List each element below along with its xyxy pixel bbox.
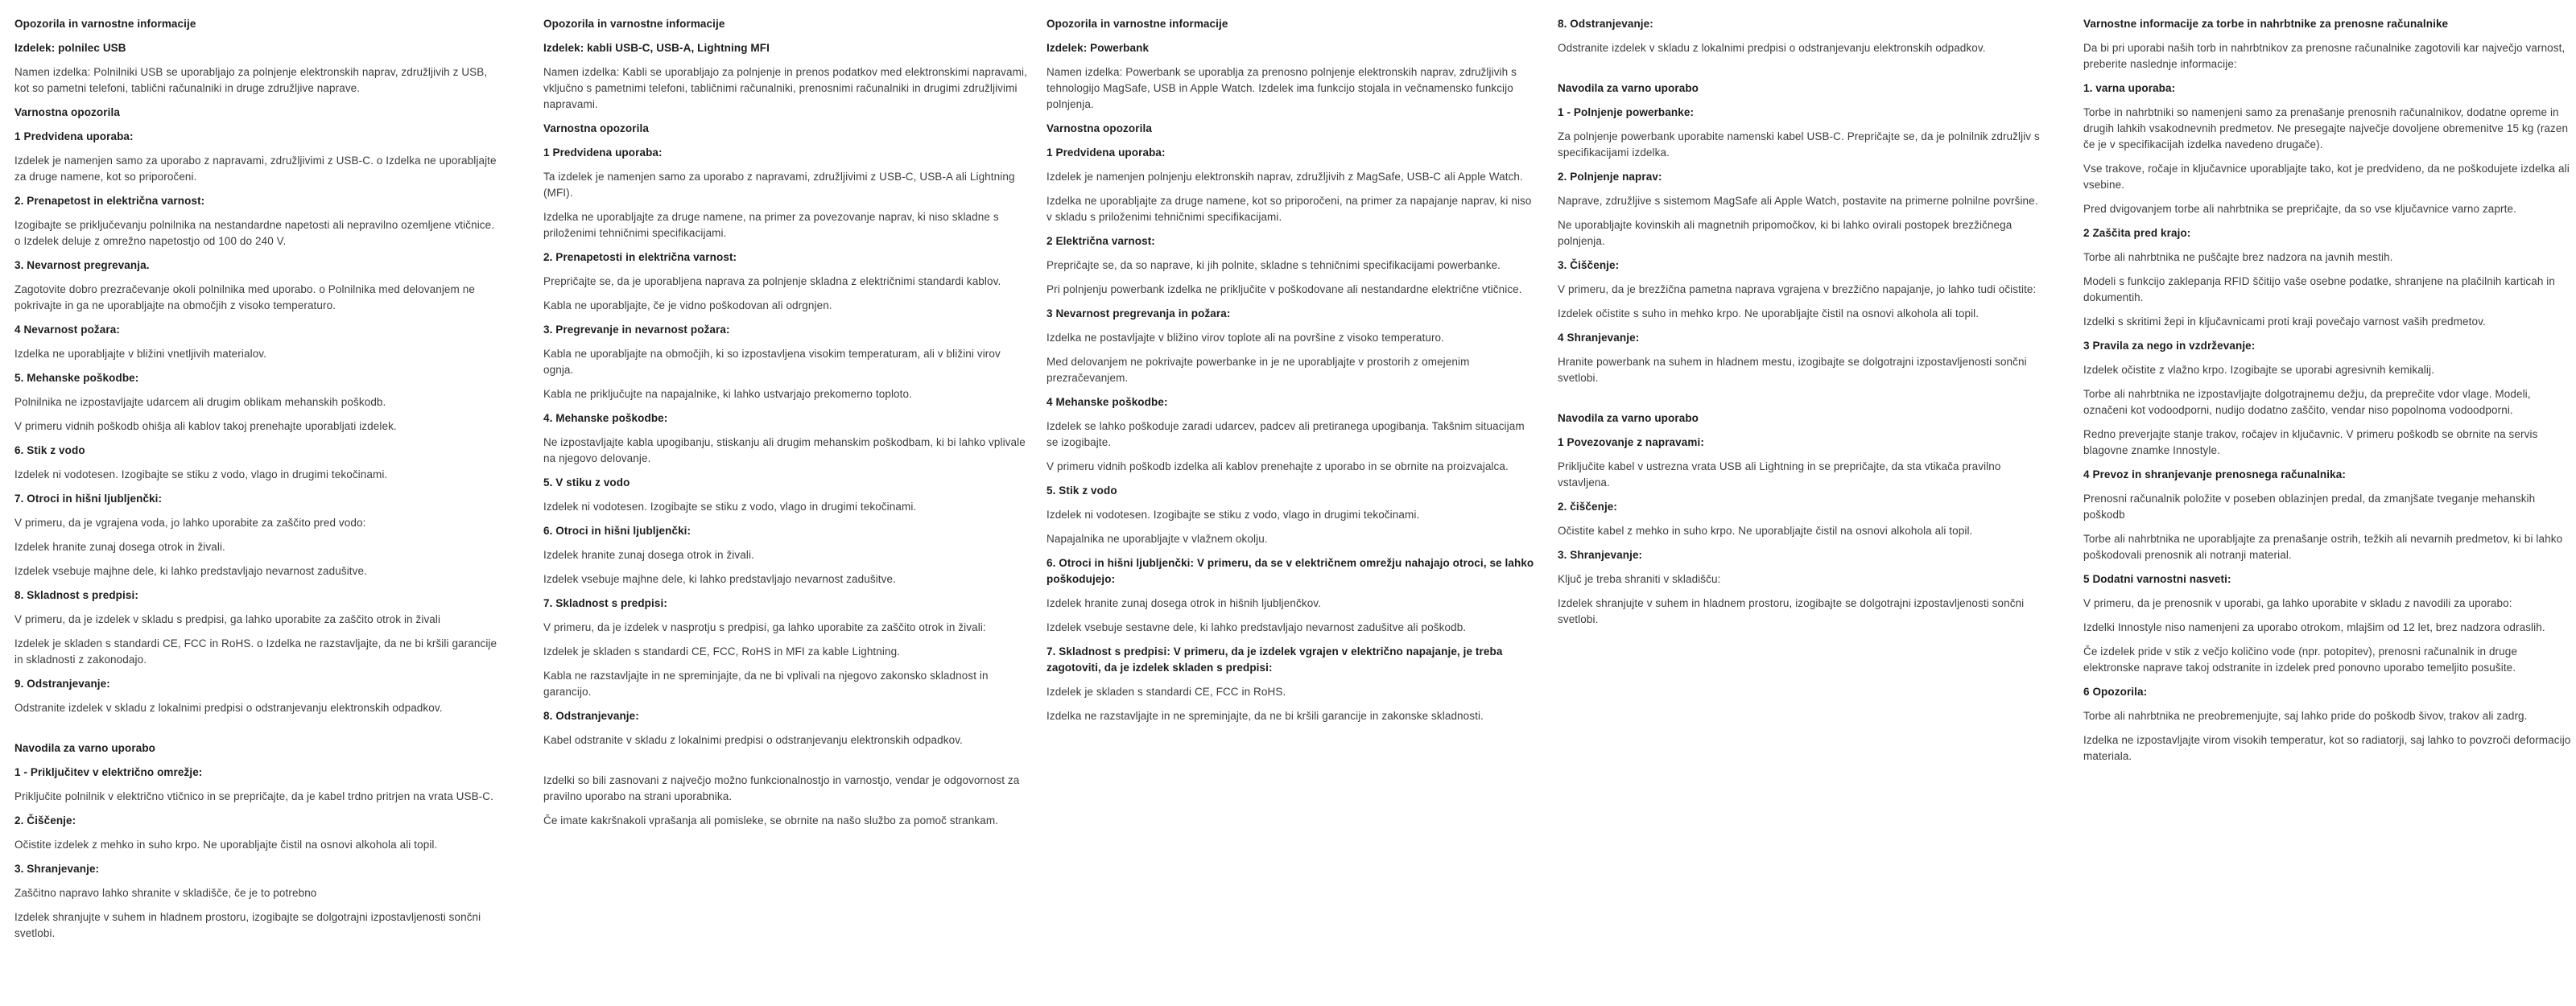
paragraph: Izdelka ne postavljajte v bližino virov toplote ali na površine z visoko temperaturo. [1046, 332, 1444, 344]
paragraph: Izdelek je namenjen polnjenju elektronskih naprav, združljivih z MagSafe, USB-C ali Apple Watch. [1046, 171, 1523, 183]
section-heading: 3. Nevarnost pregrevanja. [14, 259, 150, 271]
paragraph: V primeru vidnih poškodb izdelka ali kablov prenehajte z uporabo in se obrnite na proizvajalca. [1046, 460, 1509, 472]
paragraph: Ne uporabljajte kovinskih ali magnetnih pripomočkov, ki bi lahko ovirali postopek brezžičnega polnjenja. [1558, 219, 2013, 247]
section-heading: Navodila za varno uporabo [14, 742, 156, 754]
column-cables [543, 16, 1031, 837]
section-heading: 8. Odstranjevanje: [543, 710, 639, 722]
paragraph: Namen izdelka: Kabli se uporabljajo za polnjenje in prenos podatkov med elektronskimi napravami, vključno s pametnimi telefoni, tabličnimi računalniki, prenosnimi računalniki in drugimi združljivimi napravami. [543, 66, 1027, 110]
section-heading: 2. Prenapetosti in električna varnost: [543, 251, 737, 263]
paragraph: Izdelki so bili zasnovani z največjo možno funkcionalnostjo in varnostjo, vendar je odgovornost za pravilno uporabo na strani uporabnika. [543, 774, 1020, 802]
section-heading: 3. Pregrevanje in nevarnost požara: [543, 324, 730, 336]
paragraph: Kabla ne razstavljajte in ne spreminjajte, da ne bi vplivali na njegovo zakonsko skladnost in garancijo. [543, 670, 989, 698]
paragraph: Polnilnika ne izpostavljajte udarcem ali drugim oblikam mehanskih poškodb. [14, 396, 386, 408]
section-heading: 3. Čiščenje: [1558, 259, 1620, 271]
paragraph: Torbe ali nahrbtnika ne uporabljajte za prenašanje ostrih, težkih ali nevarnih predmetov, ki bi lahko poškodovali prenosnik ali notranji material. [2083, 533, 2563, 561]
paragraph: V primeru vidnih poškodb ohišja ali kablov takoj prenehajte uporabljati izdelek. [14, 420, 397, 432]
section-heading: 7. Skladnost s predpisi: V primeru, da je izdelek vgrajen v električno napajanje, je treba zagotoviti, da je izdelek skladen s predpisi: [1046, 645, 1503, 674]
section-heading: 8. Skladnost s predpisi: [14, 589, 138, 601]
paragraph: Izdelka ne izpostavljajte virom visokih temperatur, kot so radiatorji, saj lahko to povzroči deformacijo materiala. [2083, 734, 2571, 762]
section-heading: 3 Nevarnost pregrevanja in požara: [1046, 307, 1231, 320]
section-heading: 5 Dodatni varnostni nasveti: [2083, 573, 2231, 585]
paragraph: Očistite izdelek z mehko in suho krpo. Ne uporabljajte čistil na osnovi alkohola ali topil. [14, 839, 438, 851]
paragraph: Vse trakove, ročaje in ključavnice uporabljajte tako, kot je predvideno, da ne poškodujete izdelka ali vsebine. [2083, 163, 2570, 191]
section-heading: 1 Predvidena uporaba: [543, 146, 663, 159]
paragraph: Da bi pri uporabi naših torb in nahrbtnikov za prenosne računalnike zagotovili kar največjo varnost, preberite naslednje informacije: [2083, 42, 2566, 70]
paragraph: Zagotovite dobro prezračevanje okoli polnilnika med uporabo. o Polnilnika med delovanjem ne pokrivajte in ga ne uporabljajte na območjih z visoko temperaturo. [14, 283, 475, 311]
paragraph: Izdelek ni vodotesen. Izogibajte se stiku z vodo, vlago in drugimi tekočinami. [1046, 509, 1420, 521]
section-heading: Opozorila in varnostne informacije [14, 18, 196, 30]
paragraph: Priključite polnilnik v električno vtičnico in se prepričajte, da je kabel trdno pritrjen na vrata USB-C. [14, 790, 494, 802]
paragraph: Izdelek je namenjen samo za uporabo z napravami, združljivimi z USB-C. o Izdelka ne uporabljajte za druge namene, kot so priporočeni. [14, 155, 497, 183]
section-heading: Opozorila in varnostne informacije [1046, 18, 1228, 30]
section-heading: Izdelek: polnilec USB [14, 42, 126, 54]
section-heading: Navodila za varno uporabo [1558, 412, 1699, 424]
paragraph: Če izdelek pride v stik z večjo količino vode (npr. potopitev), prenosni računalnik in druge elektronske naprave takoj odstranite in izdelek pred ponovno uporabo temeljito posušite. [2083, 645, 2517, 674]
paragraph: Izogibajte se priključevanju polnilnika na nestandardne napetosti ali nepravilno ozemljene vtičnice. o Izdelek deluje z omrežno napetostjo od 100 do 240 V. [14, 219, 495, 247]
paragraph: Kabla ne uporabljajte na območjih, ki so izpostavljena visokim temperaturam, ali v bližini virov ognja. [543, 348, 1001, 376]
paragraph: Med delovanjem ne pokrivajte powerbanke in je ne uporabljajte v prostorih z omejenim prezračevanjem. [1046, 356, 1470, 384]
paragraph: Izdelki Innostyle niso namenjeni za uporabo otrokom, mlajšim od 12 let, brez nadzora odraslih. [2083, 621, 2545, 633]
paragraph: Pred dvigovanjem torbe ali nahrbtnika se prepričajte, da so vse ključavnice varno zaprte. [2083, 203, 2516, 215]
column-powerbank-cable-instructions [1558, 16, 2046, 636]
spacer [543, 757, 1031, 773]
paragraph: Namen izdelka: Powerbank se uporablja za prenosno polnjenje elektronskih naprav, združljivih s tehnologijo MagSafe, USB in Apple Watch. Izdelek ima funkcijo stojala in večnamensko funkcijo polnjenja. [1046, 66, 1517, 110]
section-heading: Varnostna opozorila [543, 122, 649, 134]
paragraph: Izdelek hranite zunaj dosega otrok in živali. [543, 549, 754, 561]
section-heading: 6. Stik z vodo [14, 444, 85, 456]
paragraph: Izdelek očistite s suho in mehko krpo. Ne uporabljajte čistil na osnovi alkohola ali topil. [1558, 307, 1979, 320]
paragraph: Izdelek je skladen s standardi CE, FCC in RoHS. o Izdelka ne razstavljajte, da ne bi kršili garancije in skladnosti z zakonodajo. [14, 637, 497, 666]
section-heading: 2. čiščenje: [1558, 501, 1617, 513]
paragraph: Izdelek se lahko poškoduje zaradi udarcev, padcev ali pretiranega upogibanja. Takšnim situacijam se izogibajte. [1046, 420, 1525, 448]
section-heading: 4 Shranjevanje: [1558, 332, 1640, 344]
section-heading: 1. varna uporaba: [2083, 82, 2176, 94]
section-heading: 7. Skladnost s predpisi: [543, 597, 667, 609]
section-heading: 3. Shranjevanje: [14, 863, 100, 875]
section-heading: 6. Otroci in hišni ljubljenčki: [543, 525, 691, 537]
paragraph: Ključ je treba shraniti v skladišču: [1558, 573, 1721, 585]
section-heading: 2. Čiščenje: [14, 814, 76, 827]
paragraph: Priključite kabel v ustrezna vrata USB ali Lightning in se prepričajte, da sta vtikača pravilno vstavljena. [1558, 460, 2001, 489]
section-heading: 4. Mehanske poškodbe: [543, 412, 668, 424]
section-heading: Varnostna opozorila [14, 106, 120, 118]
section-heading: 3 Pravila za nego in vzdrževanje: [2083, 340, 2256, 352]
paragraph: Izdelki s skritimi žepi in ključavnicami proti kraji povečajo varnost vaših predmetov. [2083, 315, 2486, 328]
section-heading: 6. Otroci in hišni ljubljenčki: V primeru, da se v električnem omrežju nahajajo otroci, se lahko poškodujejo: [1046, 557, 1534, 585]
section-heading: Varnostne informacije za torbe in nahrbtnike za prenosne računalnike [2083, 18, 2449, 30]
paragraph: Prepričajte se, da so naprave, ki jih polnite, skladne s tehničnimi specifikacijami powerbanke. [1046, 259, 1501, 271]
section-heading: Varnostna opozorila [1046, 122, 1152, 134]
paragraph: Izdelek vsebuje majhne dele, ki lahko predstavljajo nevarnost zadušitve. [543, 573, 896, 585]
paragraph: Prenosni računalnik položite v poseben oblazinjen predal, da zmanjšate tveganje mehanskih poškodb [2083, 493, 2536, 521]
section-heading: 1 Predvidena uporaba: [1046, 146, 1166, 159]
paragraph: Odstranite izdelek v skladu z lokalnimi predpisi o odstranjevanju elektronskih odpadkov. [1558, 42, 1986, 54]
section-heading: Navodila za varno uporabo [1558, 82, 1699, 94]
section-heading: 5. V stiku z vodo [543, 476, 630, 489]
column-usb-charger [14, 16, 502, 950]
paragraph: Izdelek shranjujte v suhem in hladnem prostoru, izogibajte se dolgotrajni izpostavljenosti sončni svetlobi. [1558, 597, 2025, 625]
section-heading: Opozorila in varnostne informacije [543, 18, 725, 30]
paragraph: Torbe ali nahrbtnika ne izpostavljajte dolgotrajnemu dežju, da preprečite vdor vlage. Modeli, označeni kot vodoodporni, nudijo dodatno zaščito, vendar niso popolnoma vodoodporni. [2083, 388, 2531, 416]
section-heading: 2. Polnjenje naprav: [1558, 171, 1662, 183]
paragraph: Naprave, združljive s sistemom MagSafe ali Apple Watch, postavite na primerne polnilne površine. [1558, 195, 2038, 207]
section-heading: 1 Povezovanje z napravami: [1558, 436, 1704, 448]
section-heading: 1 - Polnjenje powerbanke: [1558, 106, 1695, 118]
column-laptop-bags [2083, 16, 2571, 773]
paragraph: Ta izdelek je namenjen samo za uporabo z napravami, združljivimi z USB-C, USB-A ali Lightning (MFI). [543, 171, 1015, 199]
paragraph: Ne izpostavljajte kabla upogibanju, stiskanju ali drugim mehanskim poškodbam, ki bi lahko vplivale na njegovo delovanje. [543, 436, 1026, 464]
section-heading: 4 Prevoz in shranjevanje prenosnega računalnika: [2083, 468, 2346, 480]
paragraph: Izdelek ni vodotesen. Izogibajte se stiku z vodo, vlago in drugimi tekočinami. [543, 501, 917, 513]
paragraph: Očistite kabel z mehko in suho krpo. Ne uporabljajte čistil na osnovi alkohola ali topil. [1558, 525, 1973, 537]
paragraph: Hranite powerbank na suhem in hladnem mestu, izogibajte se dolgotrajni izpostavljenosti sončni svetlobi. [1558, 356, 2027, 384]
section-heading: Izdelek: Powerbank [1046, 42, 1150, 54]
paragraph: Kabel odstranite v skladu z lokalnimi predpisi o odstranjevanju elektronskih odpadkov. [543, 734, 963, 746]
paragraph: Izdelek vsebuje sestavne dele, ki lahko predstavljajo nevarnost zadušitve ali poškodb. [1046, 621, 1467, 633]
section-heading: 3. Shranjevanje: [1558, 549, 1643, 561]
paragraph: Če imate kakršnakoli vprašanja ali pomisleke, se obrnite na našo službo za pomoč strankam. [543, 814, 999, 827]
section-heading: 2 Zaščita pred krajo: [2083, 227, 2191, 239]
paragraph: Prepričajte se, da je uporabljena naprava za polnjenje skladna z električnimi standardi kablov. [543, 275, 1001, 287]
paragraph: Zaščitno napravo lahko shranite v skladišče, če je to potrebno [14, 887, 317, 899]
paragraph: Izdelek ni vodotesen. Izogibajte se stiku z vodo, vlago in drugimi tekočinami. [14, 468, 388, 480]
paragraph: Torbe ali nahrbtnika ne preobremenjujte, saj lahko pride do poškodb šivov, trakov ali zadrg. [2083, 710, 2528, 722]
paragraph: Odstranite izdelek v skladu z lokalnimi predpisi o odstranjevanju elektronskih odpadkov. [14, 702, 443, 714]
paragraph: Pri polnjenju powerbank izdelka ne priključite v poškodovane ali nestandardne električne vtičnice. [1046, 283, 1522, 295]
paragraph: Torbe in nahrbtniki so namenjeni samo za prenašanje prenosnih računalnikov, dodatne opreme in drugih lahkih vsakodnevnih predmetov. Ne presegajte največje dovoljene obremenitve 15 kg (razen če je v specifikacijah izdelka navedeno drugače). [2083, 106, 2569, 150]
paragraph: Izdelka ne razstavljajte in ne spreminjajte, da ne bi kršili garancije in zakonske skladnosti. [1046, 710, 1484, 722]
paragraph: Kabla ne uporabljajte, če je vidno poškodovan ali odrgnjen. [543, 299, 832, 311]
paragraph: Namen izdelka: Polnilniki USB se uporabljajo za polnjenje elektronskih naprav, združljivih z USB, kot so pametni telefoni, tablični računalniki in druge združljive naprave. [14, 66, 488, 94]
paragraph: V primeru, da je prenosnik v uporabi, ga lahko uporabite v skladu z navodili za uporabo: [2083, 597, 2512, 609]
paragraph: Izdelka ne uporabljajte za druge namene, kot so priporočeni, na primer za napajanje naprav, ki niso v skladu s priloženimi tehničnimi specifikacijami. [1046, 195, 1532, 223]
section-heading: 8. Odstranjevanje: [1558, 18, 1653, 30]
section-heading: 5. Mehanske poškodbe: [14, 372, 139, 384]
spacer [14, 724, 502, 740]
paragraph: Izdelek je skladen s standardi CE, FCC in RoHS. [1046, 686, 1286, 698]
section-heading: 6 Opozorila: [2083, 686, 2148, 698]
column-powerbank [1046, 16, 1534, 732]
section-heading: 7. Otroci in hišni ljubljenčki: [14, 493, 163, 505]
section-heading: 4 Nevarnost požara: [14, 324, 120, 336]
paragraph: Izdelek shranjujte v suhem in hladnem prostoru, izogibajte se dolgotrajni izpostavljenosti sončni svetlobi. [14, 911, 481, 939]
paragraph: V primeru, da je izdelek v nasprotju s predpisi, ga lahko uporabite za zaščito otrok in živali: [543, 621, 986, 633]
paragraph: Redno preverjajte stanje trakov, ročajev in ključavnic. V primeru poškodb se obrnite na servis blagovne znamke Innostyle. [2083, 428, 2538, 456]
section-heading: 1 Predvidena uporaba: [14, 130, 134, 142]
paragraph: Izdelek očistite z vlažno krpo. Izogibajte se uporabi agresivnih kemikalij. [2083, 364, 2434, 376]
section-heading: 9. Odstranjevanje: [14, 678, 110, 690]
section-heading: Izdelek: kabli USB-C, USB-A, Lightning MFI [543, 42, 770, 54]
paragraph: Napajalnika ne uporabljajte v vlažnem okolju. [1046, 533, 1268, 545]
paragraph: Izdelka ne uporabljajte za druge namene, na primer za povezovanje naprav, ki niso skladne s priloženimi tehničnimi specifikacijami. [543, 211, 999, 239]
paragraph: Izdelka ne uporabljajte v bližini vnetljivih materialov. [14, 348, 267, 360]
paragraph: Modeli s funkcijo zaklepanja RFID ščitijo vaše osebne podatke, shranjene na plačilnih karticah in dokumentih. [2083, 275, 2556, 303]
section-heading: 5. Stik z vodo [1046, 484, 1117, 497]
section-heading: 4 Mehanske poškodbe: [1046, 396, 1168, 408]
paragraph: Kabla ne priključujte na napajalnike, ki lahko ustvarjajo prekomerno toploto. [543, 388, 912, 400]
paragraph: Izdelek hranite zunaj dosega otrok in živali. [14, 541, 225, 553]
spacer [1558, 64, 2046, 80]
section-heading: 2 Električna varnost: [1046, 235, 1155, 247]
paragraph: Izdelek vsebuje majhne dele, ki lahko predstavljajo nevarnost zadušitve. [14, 565, 367, 577]
section-heading: 2. Prenapetost in električna varnost: [14, 195, 205, 207]
paragraph: Torbe ali nahrbtnika ne puščajte brez nadzora na javnih mestih. [2083, 251, 2393, 263]
spacer [1558, 394, 2046, 410]
paragraph: V primeru, da je izdelek v skladu s predpisi, ga lahko uporabite za zaščito otrok in živali [14, 613, 441, 625]
paragraph: Izdelek hranite zunaj dosega otrok in hišnih ljubljenčkov. [1046, 597, 1321, 609]
paragraph: Izdelek je skladen s standardi CE, FCC, RoHS in MFI za kable Lightning. [543, 645, 901, 658]
paragraph: V primeru, da je brezžična pametna naprava vgrajena v brezžično napajanje, jo lahko tudi očistite: [1558, 283, 2037, 295]
section-heading: 1 - Priključitev v električno omrežje: [14, 766, 203, 778]
paragraph: Za polnjenje powerbank uporabite namenski kabel USB-C. Prepričajte se, da je polnilnik združljiv s specifikacijami izdelka. [1558, 130, 2040, 159]
paragraph: V primeru, da je vgrajena voda, jo lahko uporabite za zaščito pred vodo: [14, 517, 366, 529]
